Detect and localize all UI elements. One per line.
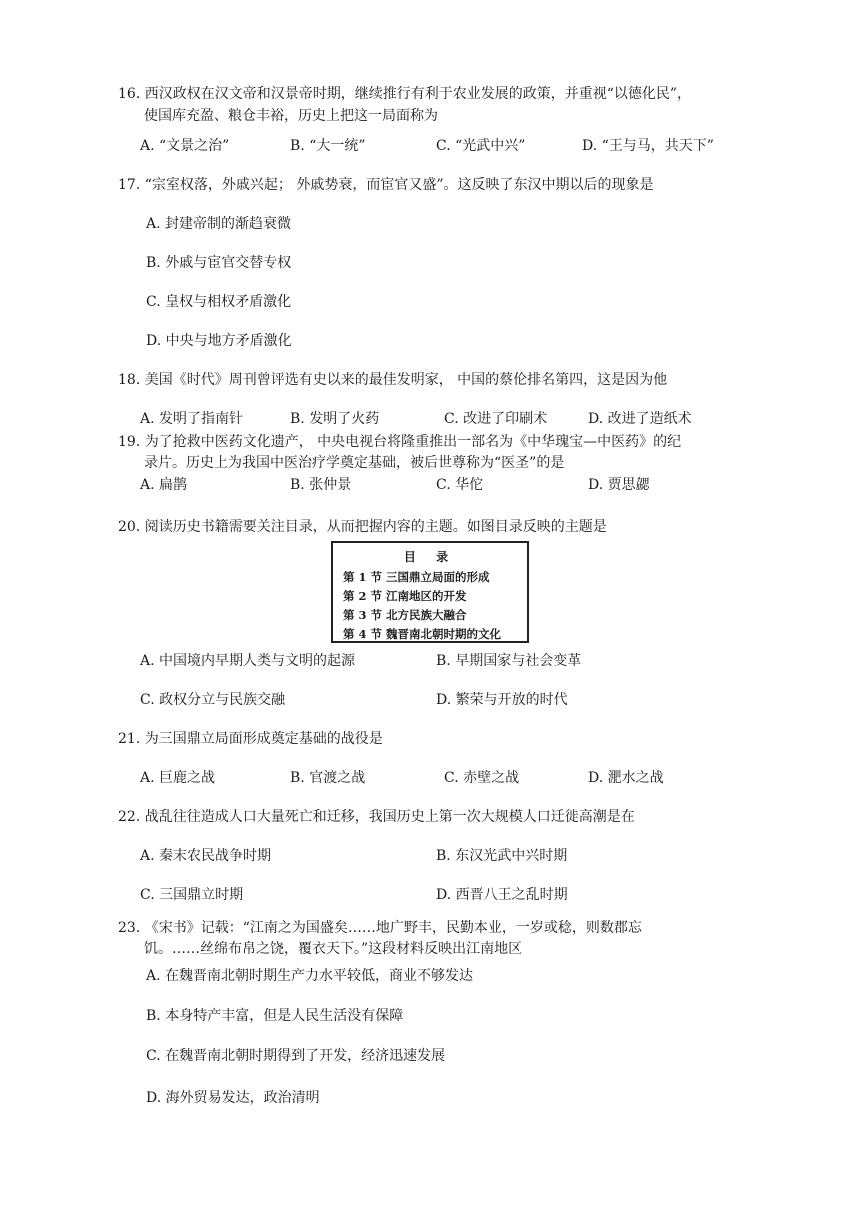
question-21-option-a: A. 巨鹿之战 — [140, 770, 216, 786]
question-16-option-b: B. “大一统” — [290, 138, 366, 154]
question-19-stem-line1: 19. 为了抢救中医药文化遗产， 中央电视台将隆重推出一部名为《中华瑰宝—中医药》的纪 — [118, 434, 682, 450]
question-17-stem: 17. “宗室权落，外戚兴起； 外戚势衰，而宦官又盛”。这反映了东汉中期以后的现象是 — [118, 177, 654, 193]
question-22-option-d: D. 西晋八王之乱时期 — [436, 887, 568, 903]
question-18-option-a: A. 发明了指南针 — [140, 411, 244, 427]
question-17-option-d: D. 中央与地方矛盾激化 — [146, 333, 292, 349]
question-21-option-b: B. 官渡之战 — [290, 770, 366, 786]
question-21-stem: 21. 为三国鼎立局面形成奠定基础的战役是 — [118, 731, 383, 747]
question-19-stem-line2: 录片。历史上为我国中医治疗学奠定基础，被后世尊称为“医圣”的是 — [144, 455, 565, 471]
toc-item: 第 2 节 江南地区的开发 — [343, 589, 467, 603]
question-16-stem-line1: 16. 西汉政权在汉文帝和汉景帝时期，继续推行有利于农业发展的政策，并重视“以德化民”， — [118, 86, 692, 102]
question-22-option-a: A. 秦末农民战争时期 — [140, 848, 272, 864]
question-22-option-b: B. 东汉光武中兴时期 — [436, 848, 568, 864]
question-18-option-d: D. 改进了造纸术 — [588, 411, 692, 427]
question-23-option-a: A. 在魏晋南北朝时期生产力水平较低，商业不够发达 — [146, 968, 474, 984]
toc-title: 目 录 — [403, 550, 457, 564]
question-20-stem: 20. 阅读历史书籍需要关注目录，从而把握内容的主题。如图目录反映的主题是 — [118, 519, 607, 535]
question-23-stem-line1: 23. 《宋书》记载：“江南之为国盛矣……地广野丰，民勤本业，一岁或稔，则数郡忘 — [118, 920, 642, 936]
question-21-option-c: C. 赤壁之战 — [444, 770, 520, 786]
question-17-option-c: C. 皇权与相权矛盾激化 — [146, 294, 292, 310]
question-19-option-a: A. 扁鹊 — [140, 477, 188, 493]
question-22-option-c: C. 三国鼎立时期 — [140, 887, 244, 903]
question-16-option-d: D. “王与马，共天下” — [582, 138, 714, 154]
question-23-option-b: B. 本身特产丰富，但是人民生活没有保障 — [146, 1008, 404, 1024]
question-16-stem-line2: 使国库充盈、粮仓丰裕，历史上把这一局面称为 — [144, 108, 438, 124]
question-20-option-a: A. 中国境内早期人类与文明的起源 — [140, 653, 356, 669]
question-18-stem: 18. 美国《时代》周刊曾评选有史以来的最佳发明家， 中国的蔡伦排名第四，这是因为他 — [118, 372, 668, 388]
question-17-option-b: B. 外戚与宦官交替专权 — [146, 255, 292, 271]
question-17-option-a: A. 封建帝制的渐趋衰微 — [146, 216, 292, 232]
toc-item: 第 1 节 三国鼎立局面的形成 — [343, 570, 490, 584]
question-16-option-a: A. “文景之治” — [140, 138, 230, 154]
question-19-option-b: B. 张仲景 — [290, 477, 352, 493]
question-16-option-c: C. “光武中兴” — [436, 138, 526, 154]
question-23-option-c: C. 在魏晋南北朝时期得到了开发，经济迅速发展 — [146, 1048, 446, 1064]
toc-item: 第 4 节 魏晋南北朝时期的文化 — [343, 627, 502, 641]
question-19-option-d: D. 贾思勰 — [588, 477, 650, 493]
table-of-contents-figure — [331, 541, 529, 643]
question-20-option-c: C. 政权分立与民族交融 — [140, 692, 286, 708]
question-23-stem-line2: 饥。……丝绵布帛之饶，覆衣天下。”这段材料反映出江南地区 — [144, 941, 523, 957]
question-22-stem: 22. 战乱往往造成人口大量死亡和迁移，我国历史上第一次大规模人口迁徙高潮是在 — [118, 809, 635, 825]
question-18-option-c: C. 改进了印刷术 — [444, 411, 548, 427]
question-21-option-d: D. 淝水之战 — [588, 770, 664, 786]
question-18-option-b: B. 发明了火药 — [290, 411, 380, 427]
question-20-option-b: B. 早期国家与社会变革 — [436, 653, 582, 669]
question-23-option-d: D. 海外贸易发达，政治清明 — [146, 1090, 320, 1106]
toc-item: 第 3 节 北方民族大融合 — [343, 608, 467, 622]
question-19-option-c: C. 华佗 — [436, 477, 484, 493]
question-20-option-d: D. 繁荣与开放的时代 — [436, 692, 568, 708]
